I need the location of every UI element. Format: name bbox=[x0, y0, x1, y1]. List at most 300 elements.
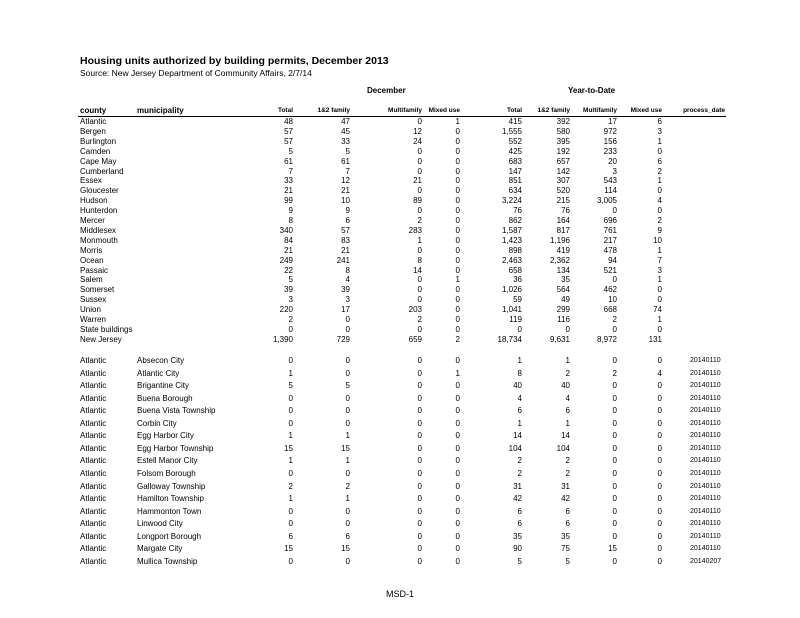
cell-county: Cumberland bbox=[80, 166, 124, 176]
cell-multifamily: 0 bbox=[417, 117, 422, 126]
cell-total: 0 bbox=[288, 506, 293, 516]
cell-mixed-use: 0 bbox=[455, 166, 460, 176]
page-footer: MSD-1 bbox=[385, 589, 414, 599]
cell-one-two-family: 1 bbox=[345, 494, 350, 504]
cell-county: Somerset bbox=[80, 285, 115, 295]
cell-county: Atlantic bbox=[80, 418, 107, 428]
cell-one-two-family: 0 bbox=[345, 556, 350, 566]
cell-multifamily: 659 bbox=[408, 334, 422, 344]
cell-mixed-use: 0 bbox=[455, 196, 460, 206]
cell-ytd-multifamily: 696 bbox=[603, 216, 617, 225]
cell-mixed-use: 0 bbox=[455, 494, 460, 504]
cell-county: Atlantic bbox=[80, 443, 107, 453]
cell-county: Salem bbox=[80, 275, 103, 285]
cell-ytd-one-two-family: 164 bbox=[556, 216, 570, 225]
cell-ytd-total: 76 bbox=[513, 206, 522, 216]
cell-county: Bergen bbox=[80, 126, 106, 136]
cell-one-two-family: 0 bbox=[345, 418, 350, 428]
cell-ytd-multifamily: 0 bbox=[612, 418, 617, 428]
cell-ytd-mixed-use: 131 bbox=[648, 334, 662, 344]
cell-process-date: 20140110 bbox=[690, 444, 721, 452]
cell-process-date: 20140110 bbox=[690, 382, 721, 390]
cell-ytd-one-two-family: 0 bbox=[565, 324, 570, 334]
cell-county: Camden bbox=[80, 146, 111, 156]
cell-county: Middlesex bbox=[80, 225, 117, 235]
cell-ytd-one-two-family: 307 bbox=[556, 176, 570, 186]
col-multifamily: Multifamily bbox=[388, 107, 422, 114]
cell-one-two-family: 21 bbox=[341, 245, 350, 255]
cell-ytd-mixed-use: 0 bbox=[657, 324, 662, 334]
cell-municipality: Folsom Borough bbox=[137, 468, 196, 478]
cell-ytd-mixed-use: 9 bbox=[657, 225, 662, 235]
cell-mixed-use: 0 bbox=[455, 468, 460, 478]
cell-total: 48 bbox=[284, 117, 293, 126]
cell-total: 84 bbox=[284, 235, 293, 245]
cell-ytd-total: 683 bbox=[508, 156, 522, 166]
cell-total: 57 bbox=[284, 126, 293, 136]
cell-process-date: 20140110 bbox=[690, 520, 721, 528]
cell-county: Atlantic bbox=[80, 544, 107, 554]
cell-ytd-multifamily: 0 bbox=[612, 519, 617, 529]
cell-ytd-one-two-family: 42 bbox=[561, 494, 570, 504]
cell-ytd-one-two-family: 76 bbox=[561, 206, 570, 216]
cell-one-two-family: 6 bbox=[345, 216, 350, 225]
cell-multifamily: 0 bbox=[417, 531, 422, 541]
cell-one-two-family: 83 bbox=[341, 235, 350, 245]
cell-total: 0 bbox=[288, 556, 293, 566]
cell-ytd-mixed-use: 3 bbox=[657, 265, 662, 275]
cell-county: Sussex bbox=[80, 295, 107, 305]
cell-county: Mercer bbox=[80, 216, 105, 225]
cell-ytd-multifamily: 0 bbox=[612, 356, 617, 365]
col-mixed-use: Mixed use bbox=[428, 107, 460, 114]
cell-total: 21 bbox=[284, 186, 293, 196]
cell-ytd-mixed-use: 0 bbox=[657, 146, 662, 156]
cell-county: Morris bbox=[80, 245, 103, 255]
cell-county: Cape May bbox=[80, 156, 117, 166]
cell-one-two-family: 61 bbox=[341, 156, 350, 166]
cell-municipality: Longport Borough bbox=[137, 531, 202, 541]
col-ytd-mixed-use: Mixed use bbox=[630, 107, 662, 114]
cell-total: 3 bbox=[288, 295, 293, 305]
cell-multifamily: 12 bbox=[413, 126, 422, 136]
cell-ytd-one-two-family: 35 bbox=[561, 275, 570, 285]
cell-mixed-use: 1 bbox=[455, 117, 460, 126]
cell-mixed-use: 0 bbox=[455, 324, 460, 334]
cell-county: Atlantic bbox=[80, 381, 107, 391]
cell-ytd-one-two-family: 520 bbox=[556, 186, 570, 196]
cell-mixed-use: 0 bbox=[455, 519, 460, 529]
cell-county: Gloucester bbox=[80, 186, 119, 196]
cell-ytd-mixed-use: 1 bbox=[657, 176, 662, 186]
cell-mixed-use: 0 bbox=[455, 265, 460, 275]
cell-multifamily: 0 bbox=[417, 418, 422, 428]
cell-ytd-multifamily: 3 bbox=[612, 166, 617, 176]
report-title: Housing units authorized by building permits, December 2013 bbox=[80, 55, 389, 67]
cell-mixed-use: 0 bbox=[455, 456, 460, 466]
cell-ytd-mixed-use: 0 bbox=[657, 494, 662, 504]
cell-ytd-multifamily: 15 bbox=[608, 544, 617, 554]
cell-total: 0 bbox=[288, 406, 293, 416]
cell-county: New Jersey bbox=[80, 334, 122, 344]
cell-ytd-total: 59 bbox=[513, 295, 522, 305]
cell-mixed-use: 0 bbox=[455, 544, 460, 554]
cell-multifamily: 0 bbox=[417, 556, 422, 566]
cell-ytd-total: 8 bbox=[517, 368, 522, 378]
cell-total: 15 bbox=[284, 544, 293, 554]
cell-ytd-total: 851 bbox=[508, 176, 522, 186]
cell-ytd-multifamily: 462 bbox=[603, 285, 617, 295]
cell-ytd-total: 35 bbox=[513, 531, 522, 541]
cell-one-two-family: 10 bbox=[341, 196, 350, 206]
report-source: Source: New Jersey Department of Community Affairs, 2/7/14 bbox=[80, 68, 312, 78]
cell-ytd-multifamily: 972 bbox=[603, 126, 617, 136]
cell-process-date: 20140110 bbox=[690, 507, 721, 515]
cell-total: 6 bbox=[288, 531, 293, 541]
cell-ytd-one-two-family: 14 bbox=[561, 431, 570, 441]
col-total: Total bbox=[277, 107, 293, 114]
cell-mixed-use: 0 bbox=[455, 481, 460, 491]
cell-one-two-family: 2 bbox=[345, 481, 350, 491]
cell-ytd-mixed-use: 0 bbox=[657, 186, 662, 196]
cell-ytd-multifamily: 0 bbox=[612, 381, 617, 391]
cell-ytd-one-two-family: 2,362 bbox=[549, 255, 570, 265]
cell-ytd-one-two-family: 31 bbox=[561, 481, 570, 491]
cell-ytd-total: 634 bbox=[508, 186, 522, 196]
cell-ytd-multifamily: 0 bbox=[612, 456, 617, 466]
cell-multifamily: 24 bbox=[413, 136, 422, 146]
cell-ytd-multifamily: 0 bbox=[612, 494, 617, 504]
cell-ytd-mixed-use: 0 bbox=[657, 431, 662, 441]
cell-ytd-one-two-family: 580 bbox=[556, 126, 570, 136]
cell-county: Atlantic bbox=[80, 556, 107, 566]
cell-ytd-multifamily: 0 bbox=[612, 406, 617, 416]
cell-ytd-mixed-use: 0 bbox=[657, 468, 662, 478]
cell-ytd-total: 40 bbox=[513, 381, 522, 391]
cell-mixed-use: 0 bbox=[455, 531, 460, 541]
cell-ytd-one-two-family: 9,631 bbox=[549, 334, 570, 344]
cell-municipality: Corbin City bbox=[137, 418, 177, 428]
cell-one-two-family: 33 bbox=[341, 136, 350, 146]
cell-multifamily: 0 bbox=[417, 468, 422, 478]
cell-mixed-use: 0 bbox=[455, 315, 460, 324]
cell-municipality: Egg Harbor City bbox=[137, 431, 194, 441]
cell-ytd-one-two-family: 1 bbox=[565, 418, 570, 428]
cell-ytd-one-two-family: 2 bbox=[565, 368, 570, 378]
cell-ytd-total: 18,734 bbox=[497, 334, 522, 344]
cell-process-date: 20140110 bbox=[690, 457, 721, 465]
cell-ytd-total: 4 bbox=[517, 393, 522, 403]
cell-total: 61 bbox=[284, 156, 293, 166]
cell-mixed-use: 0 bbox=[455, 556, 460, 566]
cell-ytd-mixed-use: 0 bbox=[657, 393, 662, 403]
cell-total: 0 bbox=[288, 393, 293, 403]
cell-ytd-total: 2 bbox=[517, 456, 522, 466]
cell-multifamily: 0 bbox=[417, 506, 422, 516]
cell-process-date: 20140110 bbox=[690, 407, 721, 415]
cell-municipality: Buena Vista Township bbox=[137, 406, 216, 416]
cell-ytd-multifamily: 3,005 bbox=[596, 196, 617, 206]
cell-total: 21 bbox=[284, 245, 293, 255]
cell-total: 99 bbox=[284, 196, 293, 206]
cell-ytd-one-two-family: 299 bbox=[556, 305, 570, 315]
cell-mixed-use: 0 bbox=[455, 506, 460, 516]
cell-municipality: Estell Manor City bbox=[137, 456, 198, 466]
cell-ytd-multifamily: 0 bbox=[612, 206, 617, 216]
cell-ytd-multifamily: 94 bbox=[608, 255, 617, 265]
cell-multifamily: 0 bbox=[417, 324, 422, 334]
cell-ytd-mixed-use: 0 bbox=[657, 556, 662, 566]
cell-ytd-mixed-use: 74 bbox=[653, 305, 662, 315]
cell-ytd-mixed-use: 0 bbox=[657, 506, 662, 516]
cell-one-two-family: 9 bbox=[345, 206, 350, 216]
cell-county: Essex bbox=[80, 176, 102, 186]
cell-one-two-family: 6 bbox=[345, 531, 350, 541]
cell-one-two-family: 57 bbox=[341, 225, 350, 235]
cell-ytd-mixed-use: 2 bbox=[657, 216, 662, 225]
cell-one-two-family: 0 bbox=[345, 468, 350, 478]
cell-ytd-total: 5 bbox=[517, 556, 522, 566]
cell-one-two-family: 4 bbox=[345, 275, 350, 285]
cell-ytd-multifamily: 8,972 bbox=[596, 334, 617, 344]
cell-one-two-family: 0 bbox=[345, 406, 350, 416]
cell-ytd-one-two-family: 6 bbox=[565, 506, 570, 516]
cell-multifamily: 1 bbox=[417, 235, 422, 245]
cell-ytd-one-two-family: 2 bbox=[565, 468, 570, 478]
cell-ytd-mixed-use: 4 bbox=[657, 368, 662, 378]
cell-ytd-total: 425 bbox=[508, 146, 522, 156]
cell-ytd-mixed-use: 3 bbox=[657, 126, 662, 136]
cell-ytd-total: 14 bbox=[513, 431, 522, 441]
cell-mixed-use: 0 bbox=[455, 126, 460, 136]
cell-total: 2 bbox=[288, 315, 293, 324]
cell-county: Burlington bbox=[80, 136, 117, 146]
cell-one-two-family: 0 bbox=[345, 324, 350, 334]
cell-one-two-family: 45 bbox=[341, 126, 350, 136]
cell-total: 1,390 bbox=[272, 334, 293, 344]
cell-multifamily: 0 bbox=[417, 431, 422, 441]
cell-ytd-multifamily: 0 bbox=[612, 324, 617, 334]
cell-ytd-total: 6 bbox=[517, 506, 522, 516]
cell-county: Ocean bbox=[80, 255, 104, 265]
group-header-december: December bbox=[367, 86, 406, 95]
cell-one-two-family: 39 bbox=[341, 285, 350, 295]
cell-ytd-one-two-family: 49 bbox=[561, 295, 570, 305]
cell-ytd-total: 6 bbox=[517, 406, 522, 416]
cell-municipality: Galloway Township bbox=[137, 481, 206, 491]
cell-mixed-use: 0 bbox=[455, 443, 460, 453]
cell-ytd-total: 1,041 bbox=[501, 305, 522, 315]
cell-one-two-family: 0 bbox=[345, 393, 350, 403]
cell-ytd-total: 898 bbox=[508, 245, 522, 255]
cell-one-two-family: 1 bbox=[345, 456, 350, 466]
cell-ytd-total: 31 bbox=[513, 481, 522, 491]
cell-ytd-mixed-use: 6 bbox=[657, 117, 662, 126]
cell-ytd-mixed-use: 10 bbox=[653, 235, 662, 245]
cell-county: Atlantic bbox=[80, 531, 107, 541]
cell-ytd-mixed-use: 7 bbox=[657, 255, 662, 265]
cell-municipality: Absecon City bbox=[137, 356, 185, 365]
cell-mixed-use: 0 bbox=[455, 255, 460, 265]
cell-ytd-multifamily: 0 bbox=[612, 556, 617, 566]
cell-multifamily: 0 bbox=[417, 481, 422, 491]
col-county: county bbox=[80, 106, 107, 115]
group-header-ytd: Year-to-Date bbox=[568, 86, 616, 95]
cell-ytd-total: 1,555 bbox=[501, 126, 522, 136]
cell-ytd-total: 6 bbox=[517, 519, 522, 529]
cell-ytd-total: 1,026 bbox=[501, 285, 522, 295]
cell-ytd-one-two-family: 419 bbox=[556, 245, 570, 255]
cell-ytd-one-two-family: 75 bbox=[561, 544, 570, 554]
cell-county: Atlantic bbox=[80, 494, 107, 504]
cell-mixed-use: 0 bbox=[455, 393, 460, 403]
cell-municipality: Brigantine City bbox=[137, 381, 190, 391]
cell-process-date: 20140110 bbox=[690, 482, 721, 490]
cell-multifamily: 2 bbox=[417, 216, 422, 225]
cell-total: 5 bbox=[288, 275, 293, 285]
cell-multifamily: 0 bbox=[417, 245, 422, 255]
cell-one-two-family: 5 bbox=[345, 146, 350, 156]
cell-ytd-multifamily: 2 bbox=[612, 315, 617, 324]
cell-ytd-multifamily: 0 bbox=[612, 443, 617, 453]
cell-municipality: Mullica Township bbox=[137, 556, 198, 566]
cell-one-two-family: 1 bbox=[345, 431, 350, 441]
cell-total: 9 bbox=[288, 206, 293, 216]
cell-ytd-mixed-use: 0 bbox=[657, 519, 662, 529]
cell-ytd-one-two-family: 817 bbox=[556, 225, 570, 235]
cell-ytd-total: 1 bbox=[517, 356, 522, 365]
cell-one-two-family: 8 bbox=[345, 265, 350, 275]
cell-ytd-multifamily: 0 bbox=[612, 393, 617, 403]
cell-ytd-mixed-use: 0 bbox=[657, 531, 662, 541]
cell-ytd-total: 3,224 bbox=[501, 196, 522, 206]
cell-mixed-use: 0 bbox=[455, 186, 460, 196]
cell-process-date: 20140207 bbox=[690, 557, 722, 565]
cell-multifamily: 0 bbox=[417, 156, 422, 166]
cell-multifamily: 14 bbox=[413, 265, 422, 275]
cell-mixed-use: 0 bbox=[455, 176, 460, 186]
cell-process-date: 20140110 bbox=[690, 469, 721, 477]
cell-process-date: 20140110 bbox=[690, 369, 721, 377]
cell-mixed-use: 0 bbox=[455, 381, 460, 391]
cell-total: 0 bbox=[288, 519, 293, 529]
cell-county: Atlantic bbox=[80, 356, 107, 365]
cell-ytd-mixed-use: 0 bbox=[657, 456, 662, 466]
cell-multifamily: 0 bbox=[417, 295, 422, 305]
cell-ytd-total: 658 bbox=[508, 265, 522, 275]
cell-ytd-total: 1,587 bbox=[501, 225, 522, 235]
cell-total: 8 bbox=[288, 216, 293, 225]
col-ytd-multifamily: Multifamily bbox=[583, 107, 617, 114]
cell-municipality: Linwood City bbox=[137, 519, 183, 529]
cell-ytd-total: 147 bbox=[508, 166, 522, 176]
cell-process-date: 20140110 bbox=[690, 419, 721, 427]
cell-ytd-mixed-use: 0 bbox=[657, 206, 662, 216]
cell-multifamily: 0 bbox=[417, 456, 422, 466]
cell-total: 220 bbox=[279, 305, 293, 315]
cell-ytd-mixed-use: 0 bbox=[657, 356, 662, 365]
cell-total: 1 bbox=[288, 368, 293, 378]
cell-multifamily: 8 bbox=[417, 255, 422, 265]
cell-ytd-total: 104 bbox=[508, 443, 522, 453]
cell-mixed-use: 1 bbox=[455, 275, 460, 285]
cell-county: State buildings bbox=[80, 324, 133, 334]
cell-ytd-mixed-use: 0 bbox=[657, 443, 662, 453]
cell-ytd-multifamily: 17 bbox=[608, 117, 617, 126]
cell-county: Warren bbox=[80, 315, 106, 324]
cell-multifamily: 0 bbox=[417, 381, 422, 391]
cell-ytd-mixed-use: 0 bbox=[657, 295, 662, 305]
cell-total: 0 bbox=[288, 418, 293, 428]
cell-ytd-one-two-family: 116 bbox=[557, 315, 570, 324]
cell-one-two-family: 21 bbox=[341, 186, 350, 196]
cell-total: 15 bbox=[284, 443, 293, 453]
cell-ytd-one-two-family: 6 bbox=[565, 519, 570, 529]
cell-county: Atlantic bbox=[80, 117, 107, 126]
cell-mixed-use: 0 bbox=[455, 418, 460, 428]
cell-mixed-use: 0 bbox=[455, 245, 460, 255]
cell-one-two-family: 729 bbox=[336, 334, 350, 344]
cell-mixed-use: 0 bbox=[455, 216, 460, 225]
cell-ytd-mixed-use: 1 bbox=[657, 275, 662, 285]
cell-ytd-one-two-family: 215 bbox=[556, 196, 570, 206]
cell-total: 5 bbox=[288, 146, 293, 156]
cell-ytd-multifamily: 233 bbox=[603, 146, 617, 156]
cell-ytd-multifamily: 761 bbox=[603, 225, 617, 235]
cell-ytd-multifamily: 114 bbox=[604, 186, 617, 196]
cell-one-two-family: 241 bbox=[336, 255, 350, 265]
col-ytd-total: Total bbox=[506, 107, 522, 114]
cell-ytd-mixed-use: 0 bbox=[657, 285, 662, 295]
cell-one-two-family: 3 bbox=[345, 295, 350, 305]
cell-county: Atlantic bbox=[80, 468, 107, 478]
cell-ytd-total: 0 bbox=[517, 324, 522, 334]
cell-ytd-multifamily: 478 bbox=[603, 245, 617, 255]
cell-mixed-use: 0 bbox=[455, 285, 460, 295]
cell-mixed-use: 0 bbox=[455, 431, 460, 441]
cell-one-two-family: 5 bbox=[345, 381, 350, 391]
cell-ytd-mixed-use: 2 bbox=[657, 166, 662, 176]
cell-ytd-one-two-family: 1,196 bbox=[549, 235, 570, 245]
cell-multifamily: 0 bbox=[417, 519, 422, 529]
cell-total: 39 bbox=[284, 285, 293, 295]
cell-multifamily: 0 bbox=[417, 275, 422, 285]
cell-one-two-family: 0 bbox=[345, 356, 350, 365]
cell-ytd-multifamily: 0 bbox=[612, 468, 617, 478]
cell-mixed-use: 0 bbox=[455, 136, 460, 146]
cell-multifamily: 0 bbox=[417, 494, 422, 504]
cell-municipality: Buena Borough bbox=[137, 393, 193, 403]
cell-ytd-one-two-family: 2 bbox=[565, 456, 570, 466]
cell-ytd-total: 415 bbox=[508, 117, 522, 126]
cell-process-date: 20140110 bbox=[690, 432, 721, 440]
cell-multifamily: 0 bbox=[417, 206, 422, 216]
cell-ytd-multifamily: 217 bbox=[603, 235, 617, 245]
cell-ytd-one-two-family: 1 bbox=[565, 356, 570, 365]
cell-county: Atlantic bbox=[80, 431, 107, 441]
cell-multifamily: 0 bbox=[417, 544, 422, 554]
cell-mixed-use: 1 bbox=[455, 368, 460, 378]
cell-ytd-mixed-use: 1 bbox=[657, 245, 662, 255]
cell-mixed-use: 0 bbox=[455, 146, 460, 156]
cell-multifamily: 0 bbox=[417, 285, 422, 295]
cell-ytd-one-two-family: 142 bbox=[556, 166, 570, 176]
cell-one-two-family: 17 bbox=[341, 305, 350, 315]
cell-ytd-mixed-use: 6 bbox=[657, 156, 662, 166]
cell-one-two-family: 15 bbox=[341, 544, 350, 554]
cell-ytd-one-two-family: 5 bbox=[565, 556, 570, 566]
cell-county: Hudson bbox=[80, 196, 108, 206]
